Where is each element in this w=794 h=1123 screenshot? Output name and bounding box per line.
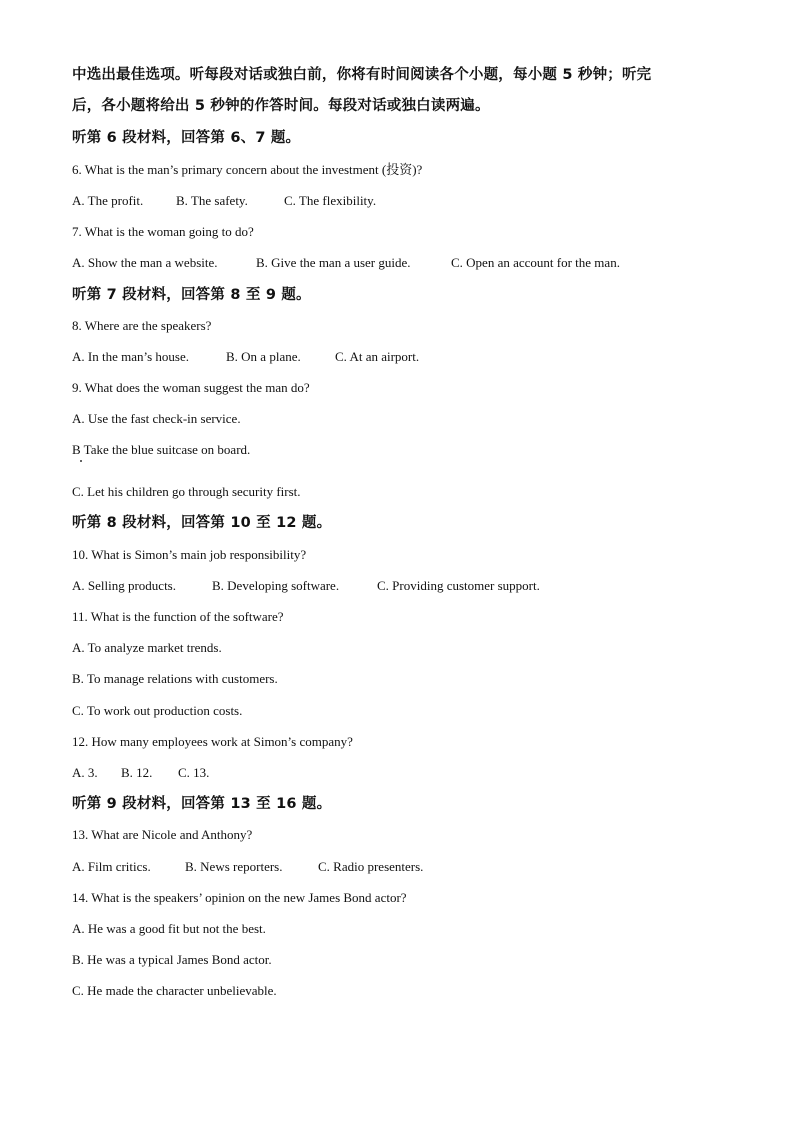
question-7-options	[72, 254, 620, 272]
question-13-option-c: C. Radio presenters.	[318, 859, 424, 874]
question-11-option-c: C. To work out production costs.	[72, 703, 243, 718]
question-8-option-a: A. In the man’s house.	[72, 349, 189, 364]
question-13-option-a: A. Film critics.	[72, 859, 151, 874]
question-8-option-c: C. At an airport.	[335, 349, 420, 364]
question-6-options	[72, 192, 376, 210]
question-7-stem: 7. What is the woman going to do?	[72, 224, 254, 239]
question-6-stem: 6. What is the man’s primary concern about the investment (投资)?	[72, 162, 423, 177]
section-heading-9: 听第 9 段材料，回答第 13 至 16 题。	[72, 796, 332, 812]
question-12-options	[72, 764, 209, 782]
question-13-options	[72, 858, 423, 876]
question-11-stem: 11. What is the function of the software?	[72, 609, 284, 624]
intro-line-2: 后，各小题将给出 5 秒钟的作答时间。每段对话或独白读两遍。	[72, 98, 490, 114]
stray-dot-mark	[80, 460, 82, 462]
question-7-option-b: B. Give the man a user guide.	[256, 255, 411, 270]
question-6-option-a: A. The profit.	[72, 193, 144, 208]
question-9-option-b: B Take the blue suitcase on board.	[72, 442, 251, 457]
question-7-option-a: A. Show the man a website.	[72, 255, 218, 270]
question-10-options	[72, 577, 540, 595]
question-14-stem: 14. What is the speakers’ opinion on the new James Bond actor?	[72, 890, 407, 905]
question-8-options	[72, 348, 419, 366]
question-13-stem: 13. What are Nicole and Anthony?	[72, 827, 253, 842]
question-11-option-a: A. To analyze market trends.	[72, 640, 222, 655]
question-9-option-a: A. Use the fast check-in service.	[72, 411, 241, 426]
section-heading-8: 听第 8 段材料，回答第 10 至 12 题。	[72, 515, 332, 531]
question-12-option-a: A. 3.	[72, 765, 98, 780]
question-8-stem: 8. Where are the speakers?	[72, 318, 212, 333]
question-10-option-b: B. Developing software.	[212, 578, 340, 593]
question-12-stem: 12. How many employees work at Simon’s company?	[72, 734, 353, 749]
question-14-option-c: C. He made the character unbelievable.	[72, 983, 277, 998]
question-10-option-a: A. Selling products.	[72, 578, 176, 593]
section-heading-6: 听第 6 段材料，回答第 6、7 题。	[72, 130, 301, 146]
question-13-option-b: B. News reporters.	[185, 859, 283, 874]
question-8-option-b: B. On a plane.	[226, 349, 301, 364]
question-10-stem: 10. What is Simon’s main job responsibility?	[72, 547, 307, 562]
question-7-option-c: C. Open an account for the man.	[451, 255, 620, 270]
question-6-option-c: C. The flexibility.	[284, 193, 377, 208]
question-12-option-c: C. 13.	[178, 765, 210, 780]
question-11-option-b: B. To manage relations with customers.	[72, 671, 278, 686]
question-6-option-b: B. The safety.	[176, 193, 248, 208]
question-14-option-a: A. He was a good fit but not the best.	[72, 921, 266, 936]
question-12-option-b: B. 12.	[121, 765, 153, 780]
question-9-stem: 9. What does the woman suggest the man do?	[72, 380, 310, 395]
intro-line-1: 中选出最佳选项。听每段对话或独白前，你将有时间阅读各个小题，每小题 5 秒钟；听完	[72, 67, 652, 83]
question-9-option-c: C. Let his children go through security first.	[72, 484, 301, 499]
question-10-option-c: C. Providing customer support.	[377, 578, 540, 593]
section-heading-7: 听第 7 段材料，回答第 8 至 9 题。	[72, 287, 311, 303]
question-14-option-b: B. He was a typical James Bond actor.	[72, 952, 272, 967]
